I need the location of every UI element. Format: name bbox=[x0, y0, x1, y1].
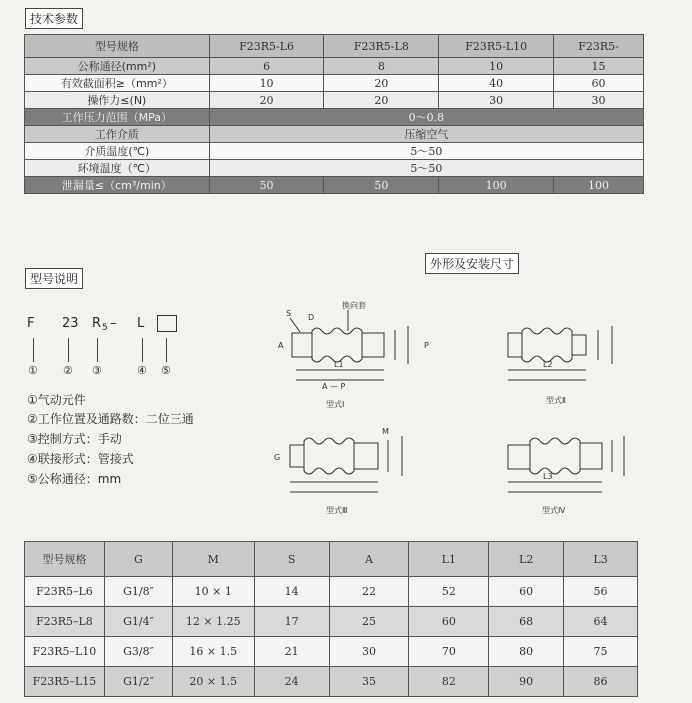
spec-cell: 30 bbox=[554, 92, 644, 109]
code-leader bbox=[142, 338, 143, 362]
dim-label-g: G bbox=[274, 453, 281, 462]
dim-cell: 25 bbox=[329, 607, 409, 637]
dim-row bbox=[25, 607, 638, 637]
explanation-5: ⑤公称通径：mm bbox=[27, 472, 122, 486]
dim-cell: 52 bbox=[409, 577, 489, 607]
code-leader bbox=[33, 338, 34, 362]
dim-header-cell: 型号规格 bbox=[25, 542, 105, 577]
label-reversing-sleeve: 换向套 bbox=[342, 301, 366, 310]
spec-cell: 8 bbox=[324, 58, 439, 75]
dim-cell: G3/8″ bbox=[104, 637, 172, 667]
dim-row bbox=[25, 667, 638, 697]
caption-type-4: 型式Ⅳ bbox=[542, 506, 566, 515]
dim-header-cell: L1 bbox=[409, 542, 489, 577]
dim-header-cell: L3 bbox=[564, 542, 638, 577]
dim-cell: G1/2″ bbox=[104, 667, 172, 697]
dim-cell: 10 × 1 bbox=[172, 577, 254, 607]
dim-cell: 24 bbox=[254, 667, 329, 697]
spec-table bbox=[24, 34, 644, 194]
section-title-outline: 外形及安装尺寸 bbox=[425, 253, 519, 274]
dim-cell: 17 bbox=[254, 607, 329, 637]
spec-row bbox=[25, 143, 644, 160]
dim-header-cell: S bbox=[254, 542, 329, 577]
dim-label-s: S bbox=[286, 309, 292, 318]
dim-header-cell: L2 bbox=[489, 542, 564, 577]
spec-row-label: 工作介质 bbox=[25, 126, 210, 143]
explanation-4: ④联接形式：管接式 bbox=[27, 452, 134, 466]
marker-2: ② bbox=[63, 364, 73, 377]
marker-4: ④ bbox=[137, 364, 147, 377]
dim-cell: F23R5–L15 bbox=[25, 667, 105, 697]
code-part-dash: – bbox=[110, 316, 117, 331]
code-part-5: 5 bbox=[102, 323, 108, 333]
spec-cell: 60 bbox=[554, 75, 644, 92]
spec-header-cell: F23R5-L6 bbox=[209, 35, 324, 58]
code-leader bbox=[97, 338, 98, 362]
spec-cell: 40 bbox=[439, 75, 554, 92]
dim-cell: 12 × 1.25 bbox=[172, 607, 254, 637]
spec-row bbox=[25, 92, 644, 109]
dim-cell: G1/4″ bbox=[104, 607, 172, 637]
spec-row-label: 工作压力范围（MPa） bbox=[25, 109, 210, 126]
dim-cell: 35 bbox=[329, 667, 409, 697]
spec-row bbox=[25, 160, 644, 177]
code-part-r: R bbox=[92, 316, 102, 331]
caption-type-1: 型式Ⅰ bbox=[326, 400, 345, 409]
code-part-23: 23 bbox=[62, 316, 79, 331]
dim-header-cell: A bbox=[329, 542, 409, 577]
spec-cell: 100 bbox=[554, 177, 644, 194]
spec-cell: 15 bbox=[554, 58, 644, 75]
spec-header-cell: F23R5-L10 bbox=[439, 35, 554, 58]
dim-cell: 86 bbox=[564, 667, 638, 697]
spec-cell: 6 bbox=[209, 58, 324, 75]
caption-type-2: 型式Ⅱ bbox=[546, 396, 566, 405]
dim-header-row bbox=[25, 542, 638, 577]
outline-drawings bbox=[260, 300, 640, 525]
dim-cell: 30 bbox=[329, 637, 409, 667]
dim-cell: F23R5–L8 bbox=[25, 607, 105, 637]
spec-header-cell: F23R5- bbox=[554, 35, 644, 58]
dim-cell: 56 bbox=[564, 577, 638, 607]
code-part-l: L bbox=[137, 316, 145, 331]
spec-row-label: 介质温度(℃) bbox=[25, 143, 210, 160]
dim-cell: 22 bbox=[329, 577, 409, 607]
dim-cell: 16 × 1.5 bbox=[172, 637, 254, 667]
explanation-3: ③控制方式：手动 bbox=[27, 432, 122, 446]
spec-row-label: 泄漏量≤（cm³/min） bbox=[25, 177, 210, 194]
marker-3: ③ bbox=[92, 364, 102, 377]
spec-cell: 100 bbox=[439, 177, 554, 194]
dim-cell: 82 bbox=[409, 667, 489, 697]
spec-row-label: 环境温度（℃） bbox=[25, 160, 210, 177]
code-box bbox=[157, 315, 177, 332]
dim-label-l3: L3 bbox=[543, 472, 553, 481]
dim-label-a: A bbox=[278, 341, 284, 350]
dim-cell: 90 bbox=[489, 667, 564, 697]
dim-cell: 21 bbox=[254, 637, 329, 667]
spec-row bbox=[25, 126, 644, 143]
dim-label-l2: L2 bbox=[543, 360, 553, 369]
dim-label-ap: A — P bbox=[322, 382, 346, 391]
spec-cell: 20 bbox=[209, 92, 324, 109]
dim-label-d: D bbox=[308, 313, 315, 322]
section-title-tech-params: 技术参数 bbox=[25, 8, 83, 29]
spec-row bbox=[25, 109, 644, 126]
dim-cell: 64 bbox=[564, 607, 638, 637]
spec-cell-span: 0～0.8 bbox=[209, 109, 643, 126]
drawing-type-2 bbox=[508, 326, 612, 380]
drawing-type-3 bbox=[290, 436, 402, 492]
dim-header-cell: G bbox=[104, 542, 172, 577]
dimension-table bbox=[24, 541, 638, 697]
dim-cell: 14 bbox=[254, 577, 329, 607]
spec-cell: 50 bbox=[209, 177, 324, 194]
caption-type-3: 型式Ⅲ bbox=[326, 506, 348, 515]
spec-header-cell: 型号规格 bbox=[25, 35, 210, 58]
spec-cell-span: 5～50 bbox=[209, 160, 643, 177]
spec-cell: 20 bbox=[324, 75, 439, 92]
spec-cell-span: 压缩空气 bbox=[209, 126, 643, 143]
explanation-2: ②工作位置及通路数：二位三通 bbox=[27, 412, 194, 426]
code-part-f: F bbox=[27, 316, 35, 331]
dim-label-m: M bbox=[382, 427, 389, 436]
code-leader bbox=[166, 338, 167, 362]
spec-cell: 10 bbox=[439, 58, 554, 75]
dim-cell: F23R5–L10 bbox=[25, 637, 105, 667]
spec-cell: 10 bbox=[209, 75, 324, 92]
spec-cell: 20 bbox=[324, 92, 439, 109]
spec-row-label: 有效截面积≥（mm²） bbox=[25, 75, 210, 92]
drawing-type-4 bbox=[508, 436, 624, 492]
dim-row bbox=[25, 577, 638, 607]
dim-cell: 60 bbox=[489, 577, 564, 607]
spec-header-row bbox=[25, 35, 644, 58]
dim-row bbox=[25, 637, 638, 667]
dim-cell: 60 bbox=[409, 607, 489, 637]
code-leader bbox=[68, 338, 69, 362]
section-title-model-desc: 型号说明 bbox=[25, 268, 83, 289]
marker-1: ① bbox=[28, 364, 38, 377]
dim-label-l1: L1 bbox=[334, 360, 344, 369]
dim-cell: G1/8″ bbox=[104, 577, 172, 607]
dim-cell: 75 bbox=[564, 637, 638, 667]
dim-cell: F23R5–L6 bbox=[25, 577, 105, 607]
dim-cell: 20 × 1.5 bbox=[172, 667, 254, 697]
dim-cell: 68 bbox=[489, 607, 564, 637]
dim-header-cell: M bbox=[172, 542, 254, 577]
explanation-1: ①气动元件 bbox=[27, 393, 86, 407]
spec-row bbox=[25, 177, 644, 194]
spec-row-label: 操作力≤(N) bbox=[25, 92, 210, 109]
spec-row-label: 公称通径(mm²) bbox=[25, 58, 210, 75]
spec-cell: 50 bbox=[324, 177, 439, 194]
spec-header-cell: F23R5-L8 bbox=[324, 35, 439, 58]
spec-cell: 30 bbox=[439, 92, 554, 109]
spec-row bbox=[25, 58, 644, 75]
dim-cell: 70 bbox=[409, 637, 489, 667]
dim-cell: 80 bbox=[489, 637, 564, 667]
spec-row bbox=[25, 75, 644, 92]
marker-5: ⑤ bbox=[161, 364, 171, 377]
dim-label-p: P bbox=[424, 341, 429, 350]
spec-cell-span: 5～50 bbox=[209, 143, 643, 160]
